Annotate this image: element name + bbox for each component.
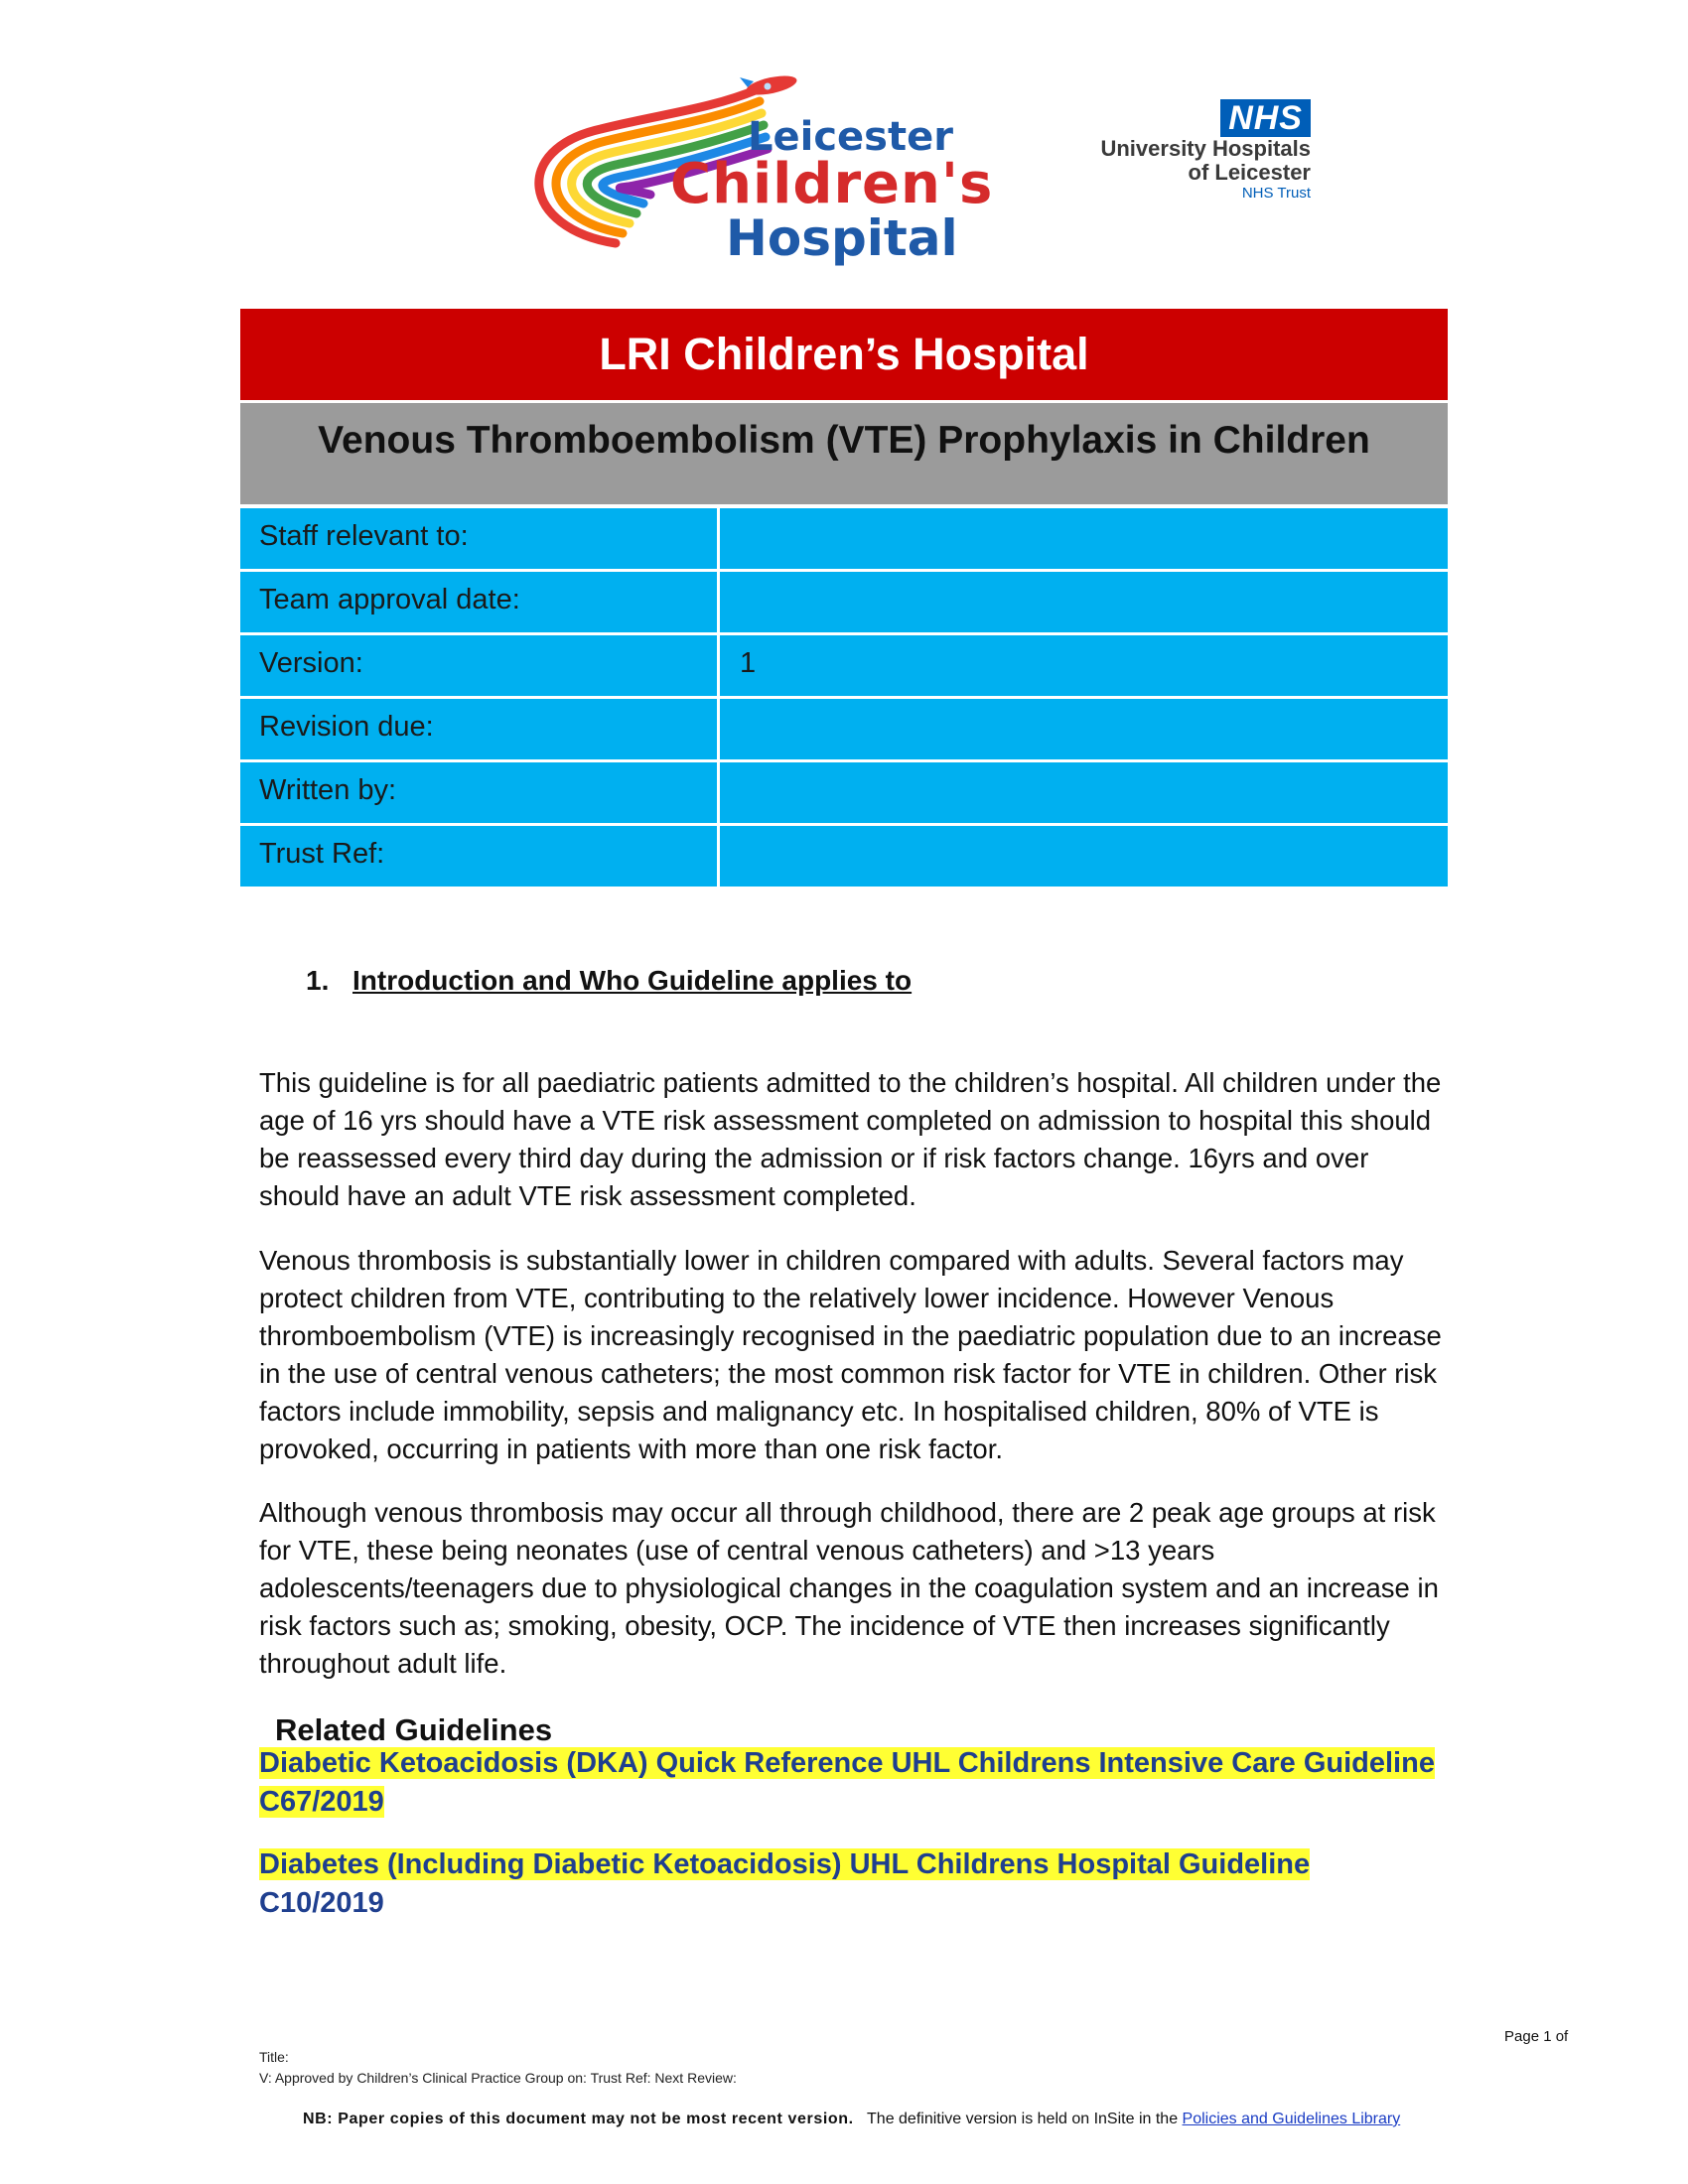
meta-value: 1	[720, 635, 1448, 696]
logo-word-leicester: Leicester	[748, 114, 953, 160]
paragraph: This guideline is for all paediatric patients admitted to the children’s hospital. All children under the age of 16 yrs should have a VTE risk assessment completed on admission to hospital this should be reassessed every third day during the admission or if risk factors change. 16yrs and over should have an adult VTE risk assessment completed.	[259, 1067, 1442, 1211]
meta-label: Staff relevant to:	[240, 508, 717, 569]
meta-row	[240, 572, 1448, 632]
document-title: Venous Thromboembolism (VTE) Prophylaxis in Children	[240, 403, 1448, 504]
nhs-line-2: of Leicester	[1188, 160, 1311, 185]
related-guideline-link[interactable]	[259, 1744, 1451, 1822]
meta-label: Trust Ref:	[240, 826, 717, 887]
meta-value	[720, 508, 1448, 569]
meta-value	[720, 762, 1448, 823]
meta-row	[240, 699, 1448, 759]
related-guideline-title[interactable]: Diabetes (Including Diabetic Ketoacidosis) UHL Childrens Hospital Guideline	[259, 1848, 1311, 1880]
meta-row	[240, 508, 1448, 569]
related-guideline-title[interactable]: Diabetic Ketoacidosis (DKA) Quick Reference UHL Childrens Intensive Care Guideline C67/2019	[259, 1747, 1435, 1818]
meta-value	[720, 699, 1448, 759]
meta-value	[720, 826, 1448, 887]
meta-row	[240, 762, 1448, 823]
related-guideline-link[interactable]	[259, 1845, 1451, 1923]
paragraph: Venous thrombosis is substantially lower in children compared with adults. Several factors may protect children from VTE, contributing to the relatively lower incidence. However Venous thromboembolism (VTE) is increasingly recognised in the paediatric population due to an increase in the use of central venous catheters; the most common risk factor for VTE in children. Other risk factors include immobility, sepsis and malignancy etc. In hospitalised children, 80% of VTE is provoked, occurring in patients with more than one risk factor.	[259, 1245, 1442, 1464]
meta-label: Revision due:	[240, 699, 717, 759]
nhs-badge: NHS	[1220, 99, 1311, 137]
paragraph: Although venous thrombosis may occur all through childhood, there are 2 peak age groups at risk for VTE, these being neonates (use of central venous catheters) and >13 years adolescents/teenagers due to physiological changes in the coagulation system and an increase in risk factors such as; smoking, obesity, OCP. The incidence of VTE then increases significantly throughout adult life.	[259, 1497, 1439, 1679]
nhs-logo	[1062, 99, 1311, 208]
logo-word-childrens: Children's	[670, 152, 994, 216]
meta-row	[240, 635, 1448, 696]
nhs-line-3: NHS Trust	[1241, 185, 1311, 202]
footer-nb: NB: Paper copies of this document may not be most recent version.	[303, 2111, 854, 2127]
related-guidelines-heading: Related Guidelines	[275, 1712, 553, 1747]
meta-label: Version:	[240, 635, 717, 696]
meta-label: Written by:	[240, 762, 717, 823]
nhs-line-1: University Hospitals	[1100, 136, 1311, 161]
section-number: 1.	[306, 965, 330, 996]
related-guideline-ref[interactable]: C10/2019	[259, 1887, 384, 1919]
page-number: Page 1 of	[1504, 2028, 1569, 2045]
section-heading	[306, 965, 912, 997]
footer-definitive: The definitive version is held on InSite in the	[867, 2111, 1179, 2127]
footer-disclaimer	[303, 2111, 1400, 2128]
childrens-hospital-logo	[511, 69, 994, 268]
logo-word-hospital: Hospital	[726, 209, 958, 267]
document-meta-table	[240, 508, 1448, 889]
section-title: Introduction and Who Guideline applies to	[352, 965, 913, 996]
meta-row	[240, 826, 1448, 887]
meta-label: Team approval date:	[240, 572, 717, 632]
footer-version-line: V: Approved by Children’s Clinical Practice Group on: Trust Ref: Next Review:	[259, 2070, 737, 2086]
footer-title: Title:	[259, 2049, 289, 2065]
policies-library-link[interactable]: Policies and Guidelines Library	[1182, 2111, 1401, 2127]
hospital-banner: LRI Children’s Hospital	[240, 309, 1448, 400]
meta-value	[720, 572, 1448, 632]
